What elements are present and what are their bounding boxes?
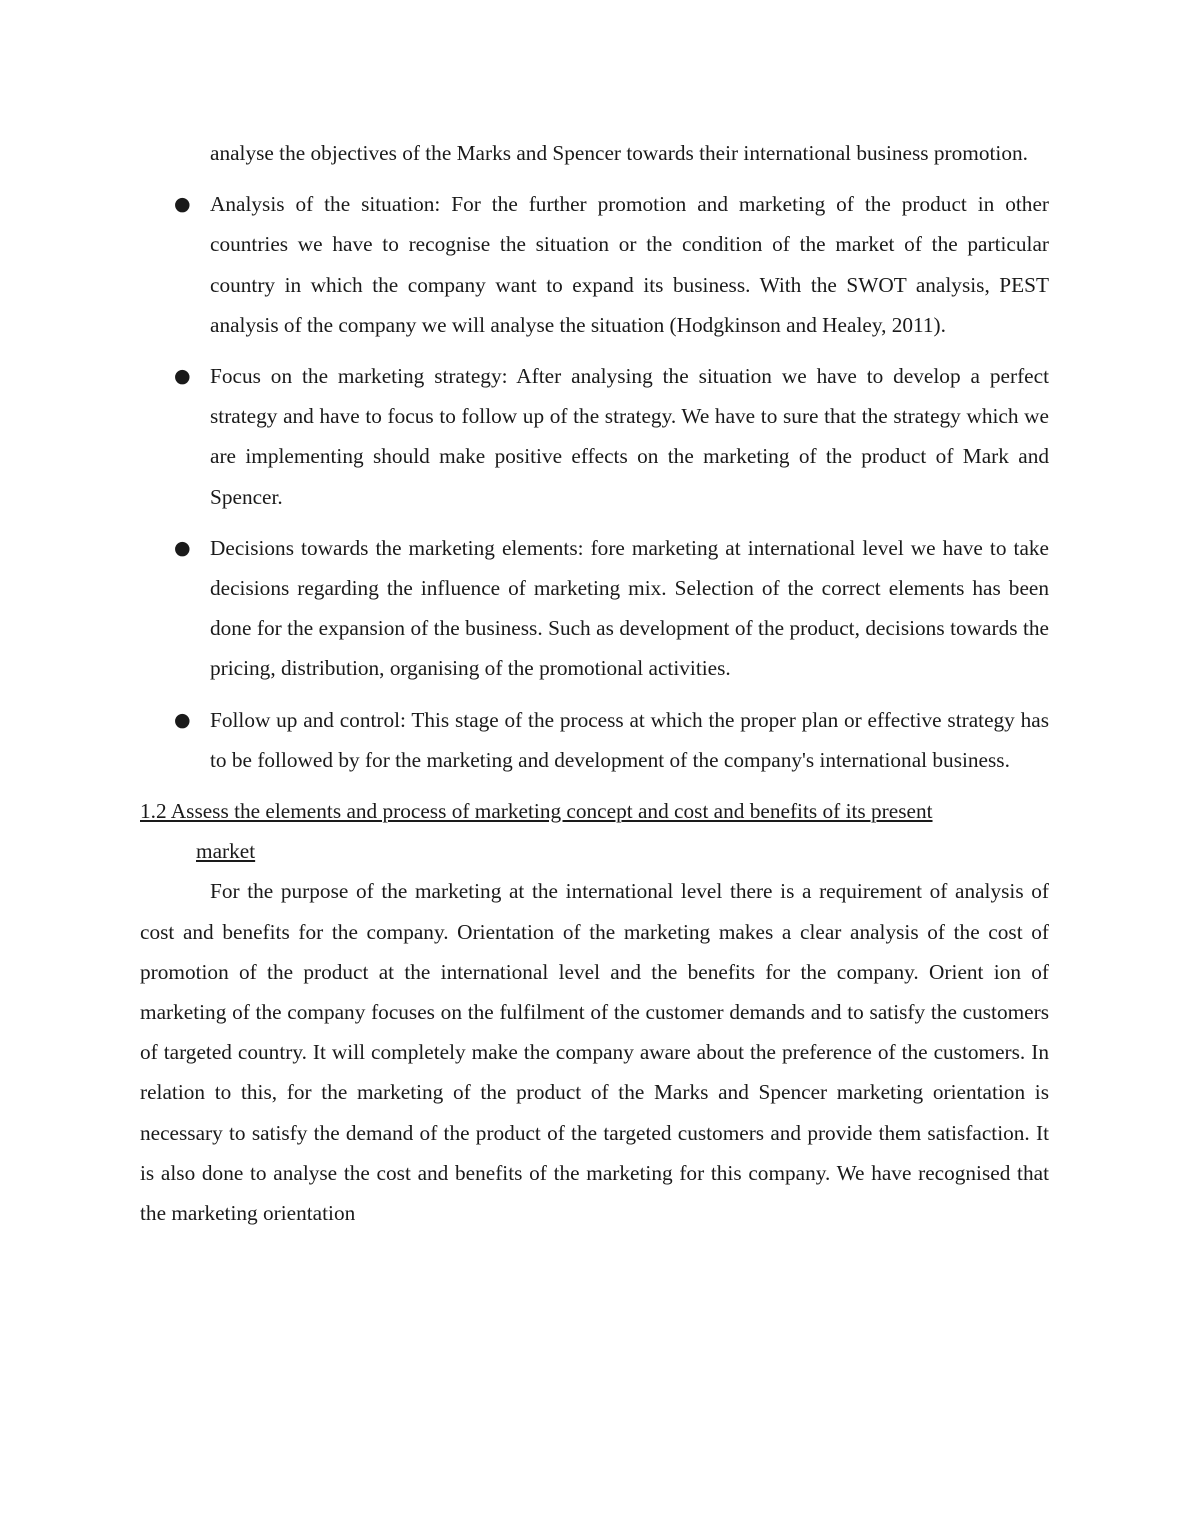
list-item-text: Analysis of the situation: For the further promotion and marketing of the product in other countries we have to recognise the situation or the condition of the market of the particular country in which the company want to expand its business. With the SWOT analysis, PEST analysis of the company we will analyse the situation (Hodgkinson and Healey, 2011). <box>210 192 1049 337</box>
bullet-list <box>140 184 1049 780</box>
bullet-icon: ● <box>174 536 191 559</box>
list-item-text: Focus on the marketing strategy: After analysing the situation we have to develop a perfect strategy and have to focus to follow up of the strategy. We have to sure that the strategy which we are implementing should make positive effects on the marketing of the product of Mark and Spencer. <box>210 364 1049 509</box>
list-item <box>140 528 1049 689</box>
list-item-text: Decisions towards the marketing elements: fore marketing at international level we have to take decisions regarding the influence of marketing mix. Selection of the correct elements has been done for the expansion of the business. Such as development of the product, decisions towards the pricing, distribution, organising of the promotional activities. <box>210 535 1049 681</box>
list-item <box>140 184 1049 345</box>
bullet-icon: ● <box>174 193 191 216</box>
list-item <box>140 356 1049 517</box>
list-item-text: Follow up and control: This stage of the process at which the proper plan or effective strategy has to be followed by for the marketing and development of the company's international business. <box>210 707 1049 772</box>
bullet-icon: ● <box>174 365 191 388</box>
section-heading: 1.2 Assess the elements and process of marketing concept and cost and benefits of its present <box>140 799 933 824</box>
section-heading-continuation: market <box>196 839 256 864</box>
body-paragraph: For the purpose of the marketing at the international level there is a requirement of analysis of cost and benefits for the company. Orientation of the marketing makes a clear analysis of the cost of promotion of the product at the international level and the benefits for the company. Orient ion of marketing of the company focuses on the fulfilment of the customer demands and to satisfy the customers of targeted country. It will completely make the company aware about the preference of the customers. In relation to this, for the marketing of the product of the Marks and Spencer marketing orientation is necessary to satisfy the demand of the product of the targeted customers and provide them satisfaction. It is also done to analyse the cost and benefits of the marketing for this company. We have recognised that the marketing orientation <box>140 879 1049 1226</box>
list-item <box>140 700 1049 780</box>
intro-continuation: analyse the objectives of the Marks and Spencer towards their international business promotion. <box>210 141 1028 165</box>
document-body <box>140 133 1049 1233</box>
bullet-icon: ● <box>174 708 191 731</box>
